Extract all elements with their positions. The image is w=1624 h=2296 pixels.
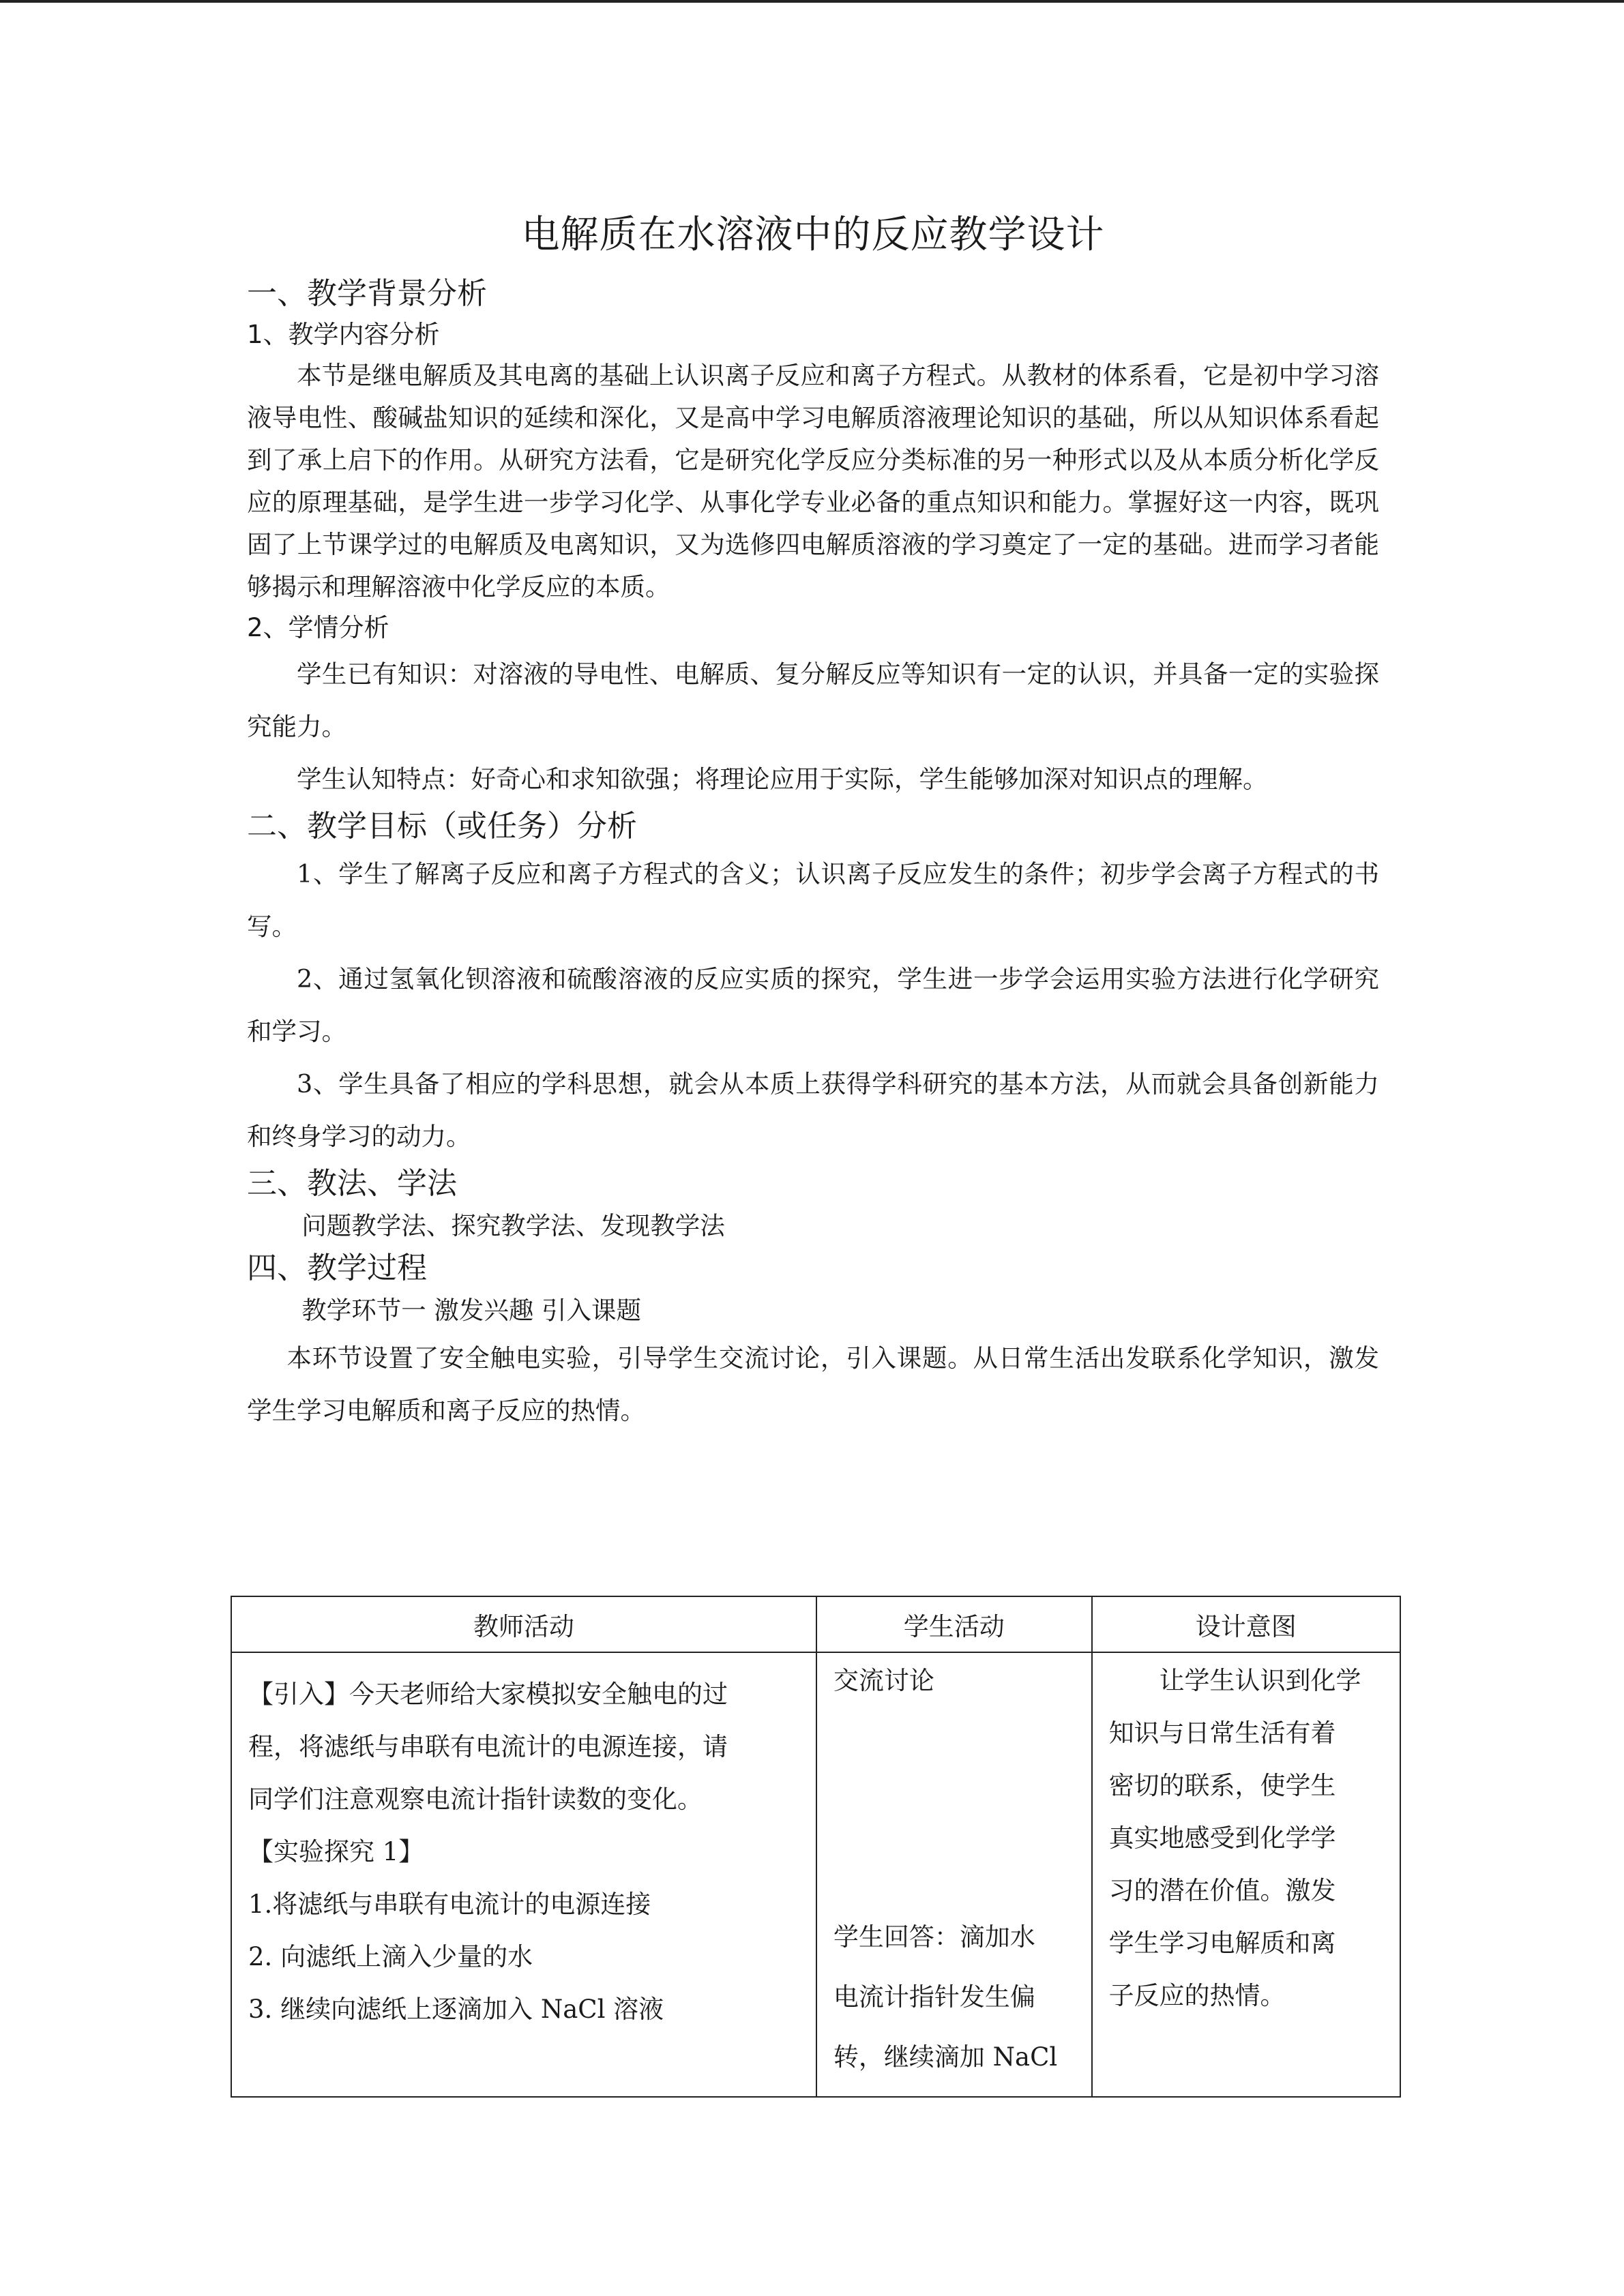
- goal-1-paragraph: 1、学生了解离子反应和离子方程式的含义；认识离子反应发生的条件；初步学会离子方程式的书写。: [247, 859, 1379, 941]
- design-line: 让学生认识到化学: [1159, 1666, 1361, 1695]
- cell-spacer: [833, 1707, 1075, 1907]
- goal-2-paragraph: 2、通过氢氧化钡溶液和硫酸溶液的反应实质的探究，学生进一步学会运用实验方法进行化学研究和学习。: [247, 964, 1379, 1046]
- section-4-heading: 四、教学过程: [247, 1251, 427, 1285]
- teacher-activity-cell: [231, 1652, 816, 2097]
- student-activity-cell: [816, 1652, 1092, 2097]
- section-1-2-heading: 2、学情分析: [247, 613, 389, 642]
- document-body: [247, 205, 1379, 1437]
- student-line: 电流计指针发生偏: [833, 1982, 1035, 2012]
- student-line: 交流讨论: [833, 1666, 934, 1695]
- section-3-heading: 三、教法、学法: [247, 1166, 457, 1201]
- step-intro-paragraph: 本环节设置了安全触电实验，引导学生交流讨论，引入课题。从日常生活出发联系化学知识，激发学生学习电解质和离子反应的热情。: [247, 1343, 1379, 1425]
- header-teacher-activity: 教师活动: [231, 1596, 816, 1652]
- student-line: 转，继续滴加 NaCl: [833, 2042, 1058, 2072]
- teacher-line: 3. 继续向滤纸上逐滴加入 NaCl 溶液: [248, 1995, 664, 2024]
- design-intent-cell: [1092, 1652, 1400, 2097]
- design-line: 子反应的热情。: [1108, 1981, 1286, 2010]
- design-line: 学生学习电解质和离: [1108, 1928, 1336, 1958]
- design-line: 习的潜在价值。激发: [1108, 1876, 1336, 1905]
- content-analysis-paragraph: 本节是继电解质及其电离的基础上认识离子反应和离子方程式。从教材的体系看，它是初中学习溶液导电性、酸碱盐知识的延续和深化，又是高中学习电解质溶液理论知识的基础，所以从知识体系看起到了承上启下的作用。从研究方法看，它是研究化学反应分类标准的另一种形式以及从本质分析化学反应的原理基础，是学生进一步学习化学、从事化学专业必备的重点知识和能力。掌握好这一内容，既巩固了上节课学过的电解质及电离知识，又为选修四电解质溶液的学习奠定了一定的基础。进而学习者能够揭示和理解溶液中化学反应的本质。: [247, 361, 1379, 601]
- lesson-activity-table: [231, 1596, 1401, 2098]
- page-title: 电解质在水溶液中的反应教学设计: [521, 213, 1105, 257]
- page-top-border: [0, 0, 1624, 3]
- teacher-line: 1.将滤纸与串联有电流计的电源连接: [248, 1890, 651, 1919]
- design-line: 知识与日常生活有着: [1108, 1718, 1336, 1748]
- teacher-line: 【引入】今天老师给大家模拟安全触电的过: [248, 1680, 728, 1709]
- section-2-heading: 二、教学目标（或任务）分析: [247, 809, 637, 844]
- student-line: 学生回答：滴加水: [833, 1922, 1035, 1952]
- teaching-step-label: 教学环节一 激发兴趣 引入课题: [301, 1296, 642, 1325]
- header-design-intent: 设计意图: [1092, 1596, 1400, 1652]
- design-line: 密切的联系，使学生: [1108, 1771, 1336, 1800]
- section-1-1-heading: 1、教学内容分析: [247, 320, 440, 349]
- teacher-line: 同学们注意观察电流计指针读数的变化。: [248, 1785, 703, 1814]
- goal-3-paragraph: 3、学生具备了相应的学科思想，就会从本质上获得学科研究的基本方法，从而就会具备创新能力和终身学习的动力。: [247, 1069, 1379, 1151]
- table-row: [231, 1652, 1400, 2097]
- teacher-line: 【实验探究 1】: [248, 1837, 424, 1866]
- table-header-row: [231, 1596, 1400, 1652]
- teacher-line: 2. 向滤纸上滴入少量的水: [248, 1942, 533, 1971]
- section-1-heading: 一、教学背景分析: [247, 276, 487, 311]
- methods-text: 问题教学法、探究教学法、发现教学法: [301, 1211, 725, 1240]
- design-line: 真实地感受到化学学: [1108, 1823, 1336, 1853]
- cognitive-traits-paragraph: 学生认知特点：好奇心和求知欲强；将理论应用于实际，学生能够加深对知识点的理解。: [297, 764, 1268, 794]
- header-student-activity: 学生活动: [816, 1596, 1092, 1652]
- teacher-line: 程，将滤纸与串联有电流计的电源连接，请: [248, 1732, 728, 1761]
- prior-knowledge-paragraph: 学生已有知识：对溶液的导电性、电解质、复分解反应等知识有一定的认识，并具备一定的实验探究能力。: [247, 659, 1379, 741]
